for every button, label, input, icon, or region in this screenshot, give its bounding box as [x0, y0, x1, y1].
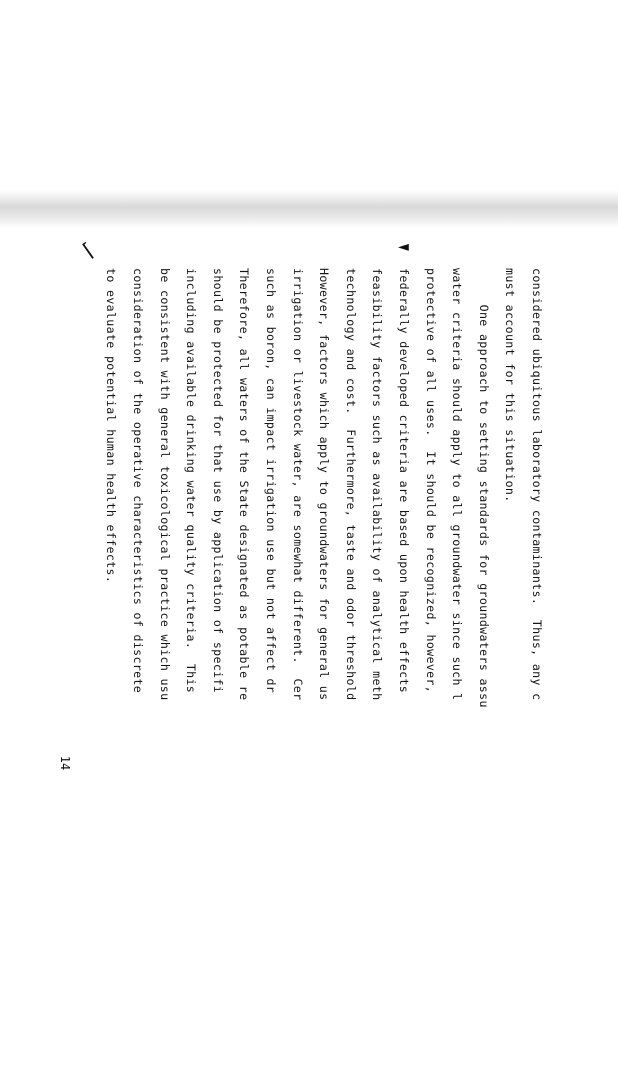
- text-line: considered ubiquitous laboratory contaminants. Thus, any c: [530, 268, 544, 701]
- text-line: Therefore, all waters of the State designated as potable re: [237, 268, 252, 701]
- stray-mark: ◄: [398, 236, 409, 257]
- text-line: irrigation or livestock water, are somewhat different. Cer: [290, 268, 305, 701]
- text-line: feasibility factors such as availability of analytical meth: [370, 268, 385, 701]
- text-line: to evaluate potential human health effects.: [104, 268, 119, 584]
- page-number: 14: [58, 755, 73, 771]
- text-line: protective of all uses. It should be recognized, however,: [423, 268, 438, 694]
- scan-shadow-band: [0, 190, 618, 228]
- text-line: such as boron, can impact irrigation use but not affect dr: [264, 268, 279, 694]
- text-line: However, factors which apply to groundwaters for general us: [317, 268, 332, 701]
- document-page: [104, 268, 550, 1068]
- text-line: technology and cost. Furthermore, taste and odor threshold: [343, 268, 358, 701]
- text-line: water criteria should apply to all groundwater since such l: [450, 268, 465, 701]
- text-line: must account for this situation.: [503, 268, 518, 503]
- text-line: One approach to setting standards for groundwaters assu: [476, 268, 491, 708]
- stray-mark: ⌈: [76, 236, 100, 264]
- text-line: should be protected for that use by application of specifi: [210, 268, 225, 694]
- text-line: including available drinking water quality criteria. This: [184, 268, 199, 694]
- text-line: consideration of the operative characteristics of discrete: [131, 268, 146, 694]
- text-line: be consistent with general toxicological practice which usu: [157, 268, 172, 701]
- text-line: federally developed criteria are based upon health effects: [397, 268, 412, 694]
